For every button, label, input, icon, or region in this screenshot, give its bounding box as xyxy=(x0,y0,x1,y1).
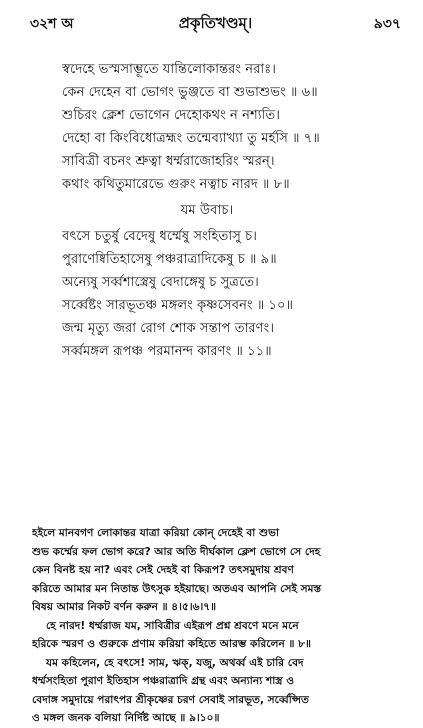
verse-line: কেন দেহেন বা ভোগং ভুঞ্জতে বা শুভাশুভং ॥ ৬॥ xyxy=(62,85,318,100)
sanskrit-verses xyxy=(62,58,412,363)
verse-line: সাবিত্রী বচনং শ্রুত্বা ধর্ম্মরাজোহরিং স্মরন্। xyxy=(62,154,275,169)
commentary-line: বিষয় আমার নিকট বর্ণন করুন ॥ ৪।৫।৬।৭॥ xyxy=(32,601,217,613)
commentary-line: হে নারদ! ধর্ম্মরাজ যম, সাবিত্রীর এইরূপ প্রশ্ন শ্রবণে মনে মনে xyxy=(46,619,299,632)
page-number: ৯৩৭ xyxy=(373,16,401,32)
verse-line: কথাং কথিতুমারেভে গুরুং নত্বাচ নারদ ॥ ৮॥ xyxy=(62,177,290,192)
commentary-line: বেদাঙ্গ সমুদায়ে পরাৎপর শ্রীকৃষ্ণের চরণ সেবাই সারভূত, সর্ব্বেপ্সিত xyxy=(32,693,309,706)
commentary-line: ধর্ম্মসংহিতা পুরাণ ইতিহাস পঞ্চরাত্রাদি গ্রন্থ এবং অন্যান্য শাস্ত্র ও xyxy=(32,675,295,687)
verse-line: বৎসে চতুর্ষু বেদেষু ধর্ম্মেষু সংহিতাসু চ। xyxy=(62,229,257,244)
commentary-line: শুভ কর্ম্মের ফল ভোগ করে? আর অতি দীর্ঘকাল ক্লেশ ভোগে সে দেহ xyxy=(32,545,321,558)
verse-line: স্বদেহে ভস্মসাম্ভূতে যান্তিলোকান্তরং নরাঃ। xyxy=(62,62,276,77)
verse-line: সর্ব্বমঙ্গল রূপঞ্চ পরমানন্দ কারণং ॥ ১১॥ xyxy=(62,344,272,359)
commentary-line: করিতে আমার মন নিতান্ত উৎসুক হইয়াছে। অতএব আপনি সেই সমস্ত xyxy=(32,582,322,595)
commentary-line: কেন বিনষ্ট হয় না? এবং সেই দেহই বা কিরূপ? তৎসমুদায় শ্রবণ xyxy=(32,564,294,576)
speaker-heading: যম উবাচ। xyxy=(180,203,234,218)
commentary-line: হইলে মানবগণ লোকান্তর যাত্রা করিয়া কোন্ দেহেই বা শুভা xyxy=(32,527,280,539)
commentary-line: যম কহিলেন, হে বৎসে! সাম, ঋক্, যজু, অথর্ব্ব এই চারি বেদ xyxy=(46,656,304,669)
verse-line: দেহো বা কিংবিধোত্ৰহ্মং তন্মেব্যাখ্যা তু মর্হসি ॥ ৭॥ xyxy=(62,131,320,146)
commentary-line: ও মঙ্গল জনক বলিয়া নির্দিষ্ট আছে ॥ ৯।১০॥ xyxy=(32,712,220,724)
commentary-line: হরিকে স্মরণ ও গুরুকে প্রণাম করিয়া কহিতে আরম্ভ করিলেন ॥ ৮॥ xyxy=(32,638,312,650)
chapter-label: ৩২শ অ xyxy=(30,16,74,32)
verse-line: জন্ম মৃত্যু জরা রোগ শোক সন্তাপ তারণং। xyxy=(62,321,275,336)
verse-line: শুচিরং ক্লেশ ভোগেন দেহোকথং ন নশ্যতি। xyxy=(62,108,280,123)
bengali-commentary xyxy=(32,524,402,728)
verse-line: অন্যেষু সর্ব্বশাস্ত্রেষু বেদাঙ্গেষু চ সুত্রতে। xyxy=(62,275,259,290)
verse-line: সর্ব্বেষ্টং সারভূতঞ্চ মঙ্গলং কৃষ্ণসেবনং ॥ ১০॥ xyxy=(62,298,294,313)
running-title: প্রকৃতিখণ্ডম্। xyxy=(178,14,253,32)
page-header xyxy=(30,12,401,34)
verse-line: পুরাণেষ্বিতিহাসেষু পঞ্চরাত্রাদিকেষু চ ॥ ৯॥ xyxy=(62,252,277,267)
